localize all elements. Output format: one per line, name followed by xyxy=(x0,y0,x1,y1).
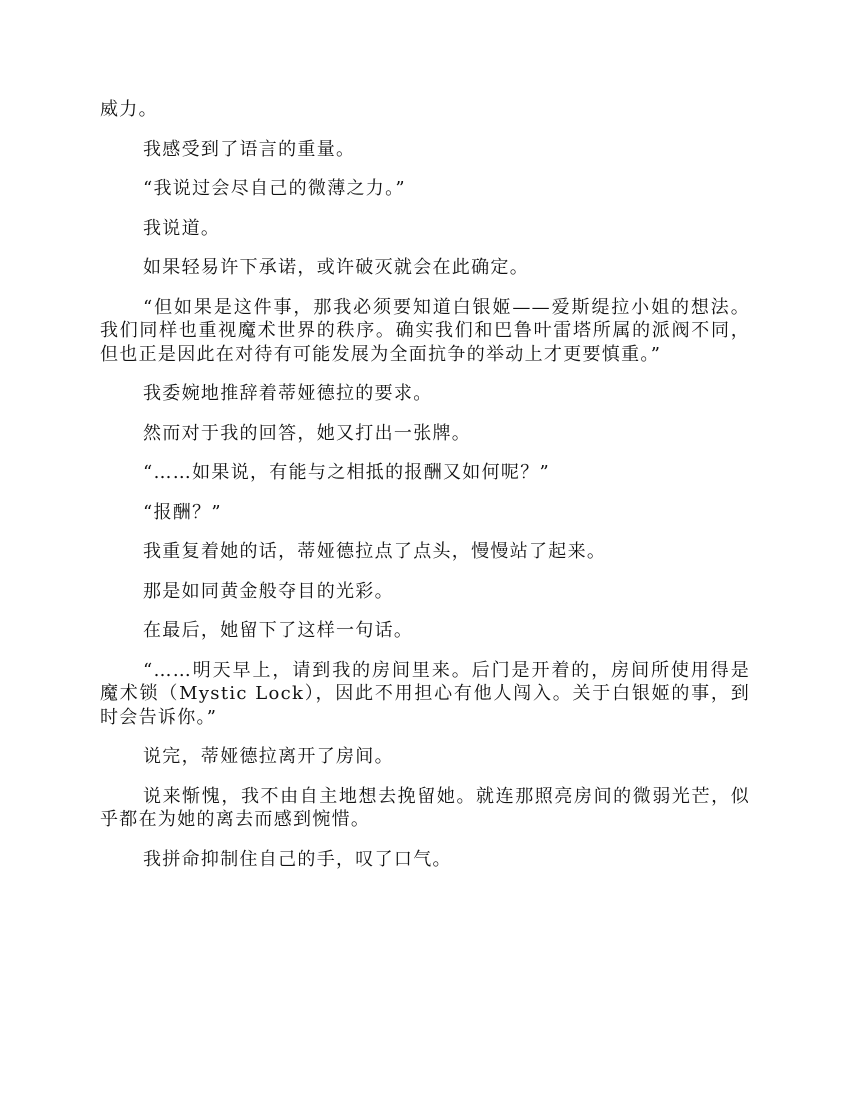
document-page xyxy=(100,98,750,887)
paragraph: 如果轻易许下承诺，或许破灭就会在此确定。 xyxy=(143,257,529,278)
paragraph: 我委婉地推辞着蒂娅德拉的要求。 xyxy=(143,383,433,404)
paragraph: 我说道。 xyxy=(143,217,221,239)
paragraph: 我感受到了语言的重量。 xyxy=(143,138,356,160)
paragraph-dialogue: “但如果是这件事，那我必须要知道白银姬——爱斯缇拉小姐的想法。我们同样也重视魔术世界的秩序。确实我们和巴鲁叶雷塔所属的派阀不同，但也正是因此在对待有可能发展为全面抗争的举动上才更要慎重。” xyxy=(100,296,750,365)
paragraph: 那是如同黄金般夺目的光彩。 xyxy=(143,580,394,602)
paragraph-dialogue: “我说过会尽自己的微薄之力。” xyxy=(143,178,406,199)
paragraph: 我重复着她的话，蒂娅德拉点了点头，慢慢站了起来。 xyxy=(143,541,607,562)
paragraph: 然而对于我的回答，她又打出一张牌。 xyxy=(143,422,472,444)
paragraph: 在最后，她留下了这样一句话。 xyxy=(143,620,414,641)
paragraph-dialogue: “……明天早上，请到我的房间里来。后门是开着的，房间所使用得是魔术锁（Mystic Lock），因此不用担心有他人闯入。关于白银姬的事，到时会告诉你。” xyxy=(100,659,750,728)
paragraph: 说完，蒂娅德拉离开了房间。 xyxy=(143,746,394,767)
paragraph-continuation: 威力。 xyxy=(100,99,158,120)
paragraph-dialogue: “报酬？” xyxy=(143,501,222,523)
paragraph: 说来惭愧，我不由自主地想去挽留她。就连那照亮房间的微弱光芒，似乎都在为她的离去而感到惋惜。 xyxy=(100,785,750,830)
paragraph-dialogue: “……如果说，有能与之相抵的报酬又如何呢？” xyxy=(143,462,551,483)
paragraph: 我拼命抑制住自己的手，叹了口气。 xyxy=(143,848,452,870)
